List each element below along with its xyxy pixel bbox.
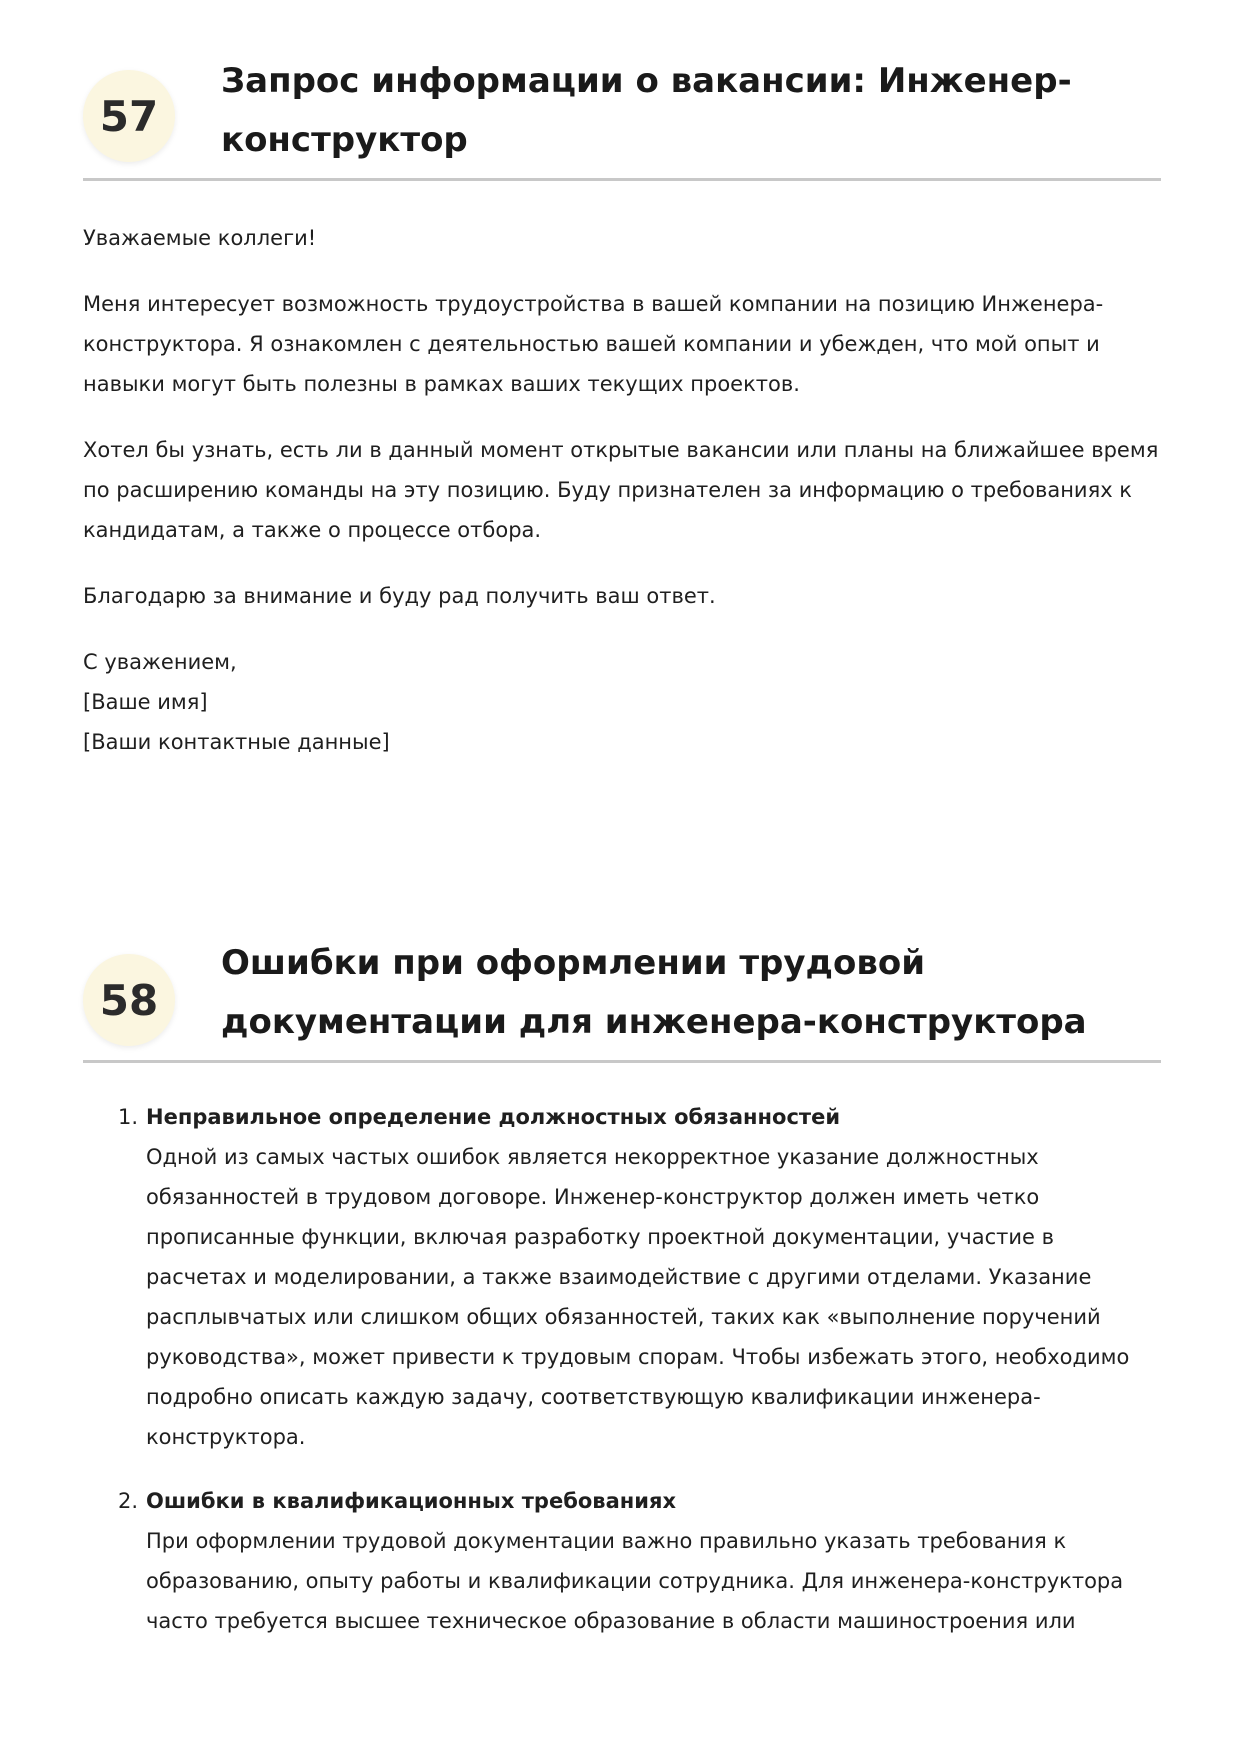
section-title: Запрос информации о вакансии: Инженер-конструктор [221,61,1072,160]
letter-paragraph: Меня интересует возможность трудоустройства в вашей компании на позицию Инженера-конструктора. Я ознакомлен с деятельностью вашей компании и убежден, что мой опыт и навыки могут быть полезны в рамках ваших текущих проектов. [83,292,1104,396]
errors-list-container [83,1097,1161,1641]
list-item-title: Ошибки в квалификационных требованиях [146,1489,677,1513]
list-item-title: Неправильное определение должностных обязанностей [146,1105,841,1129]
errors-list [83,1097,1161,1641]
section-57-header [83,52,1161,181]
letter-contacts-placeholder: [Ваши контактные данные] [83,730,390,754]
section-number-badge: 58 [83,954,175,1046]
letter-name-placeholder: [Ваше имя] [83,690,208,714]
letter-paragraph: Благодарю за внимание и буду рад получить ваш ответ. [83,584,716,608]
letter-paragraph: Хотел бы узнать, есть ли в данный момент открытые вакансии или планы на ближайшее время по расширению команды на эту позицию. Буду признателен за информацию о требованиях к кандидатам, а также о процессе отбора. [83,438,1159,542]
section-58-header [83,934,1161,1063]
section-57 [83,52,1161,762]
section-title: Ошибки при оформлении трудовой документации для инженера-конструктора [221,943,1087,1042]
section-58 [83,934,1161,1641]
list-item-text: При оформлении трудовой документации важно правильно указать требования к образованию, опыту работы и квалификации сотрудника. Для инженера-конструктора часто требуется высшее техническое образование в области машиностроения или [146,1529,1124,1633]
letter-body [83,218,1161,762]
section-number-badge: 57 [83,70,175,162]
letter-greeting: Уважаемые коллеги! [83,226,317,250]
letter-closing: С уважением, [83,650,237,674]
list-item [83,1481,1161,1641]
list-item-number: 1. [118,1105,139,1129]
list-item [83,1097,1161,1457]
list-item-number: 2. [118,1489,139,1513]
list-item-text: Одной из самых частых ошибок является некорректное указание должностных обязанностей в трудовом договоре. Инженер-конструктор должен иметь четко прописанные функции, включая разработку проектной документации, участие в расчетах и моделировании, а также взаимодействие с другими отделами. Указание расплывчатых или слишком общих обязанностей, таких как «выполнение поручений руководства», может привести к трудовым спорам. Чтобы избежать этого, необходимо подробно описать каждую задачу, соответствующую квалификации инженера-конструктора. [146,1145,1130,1449]
